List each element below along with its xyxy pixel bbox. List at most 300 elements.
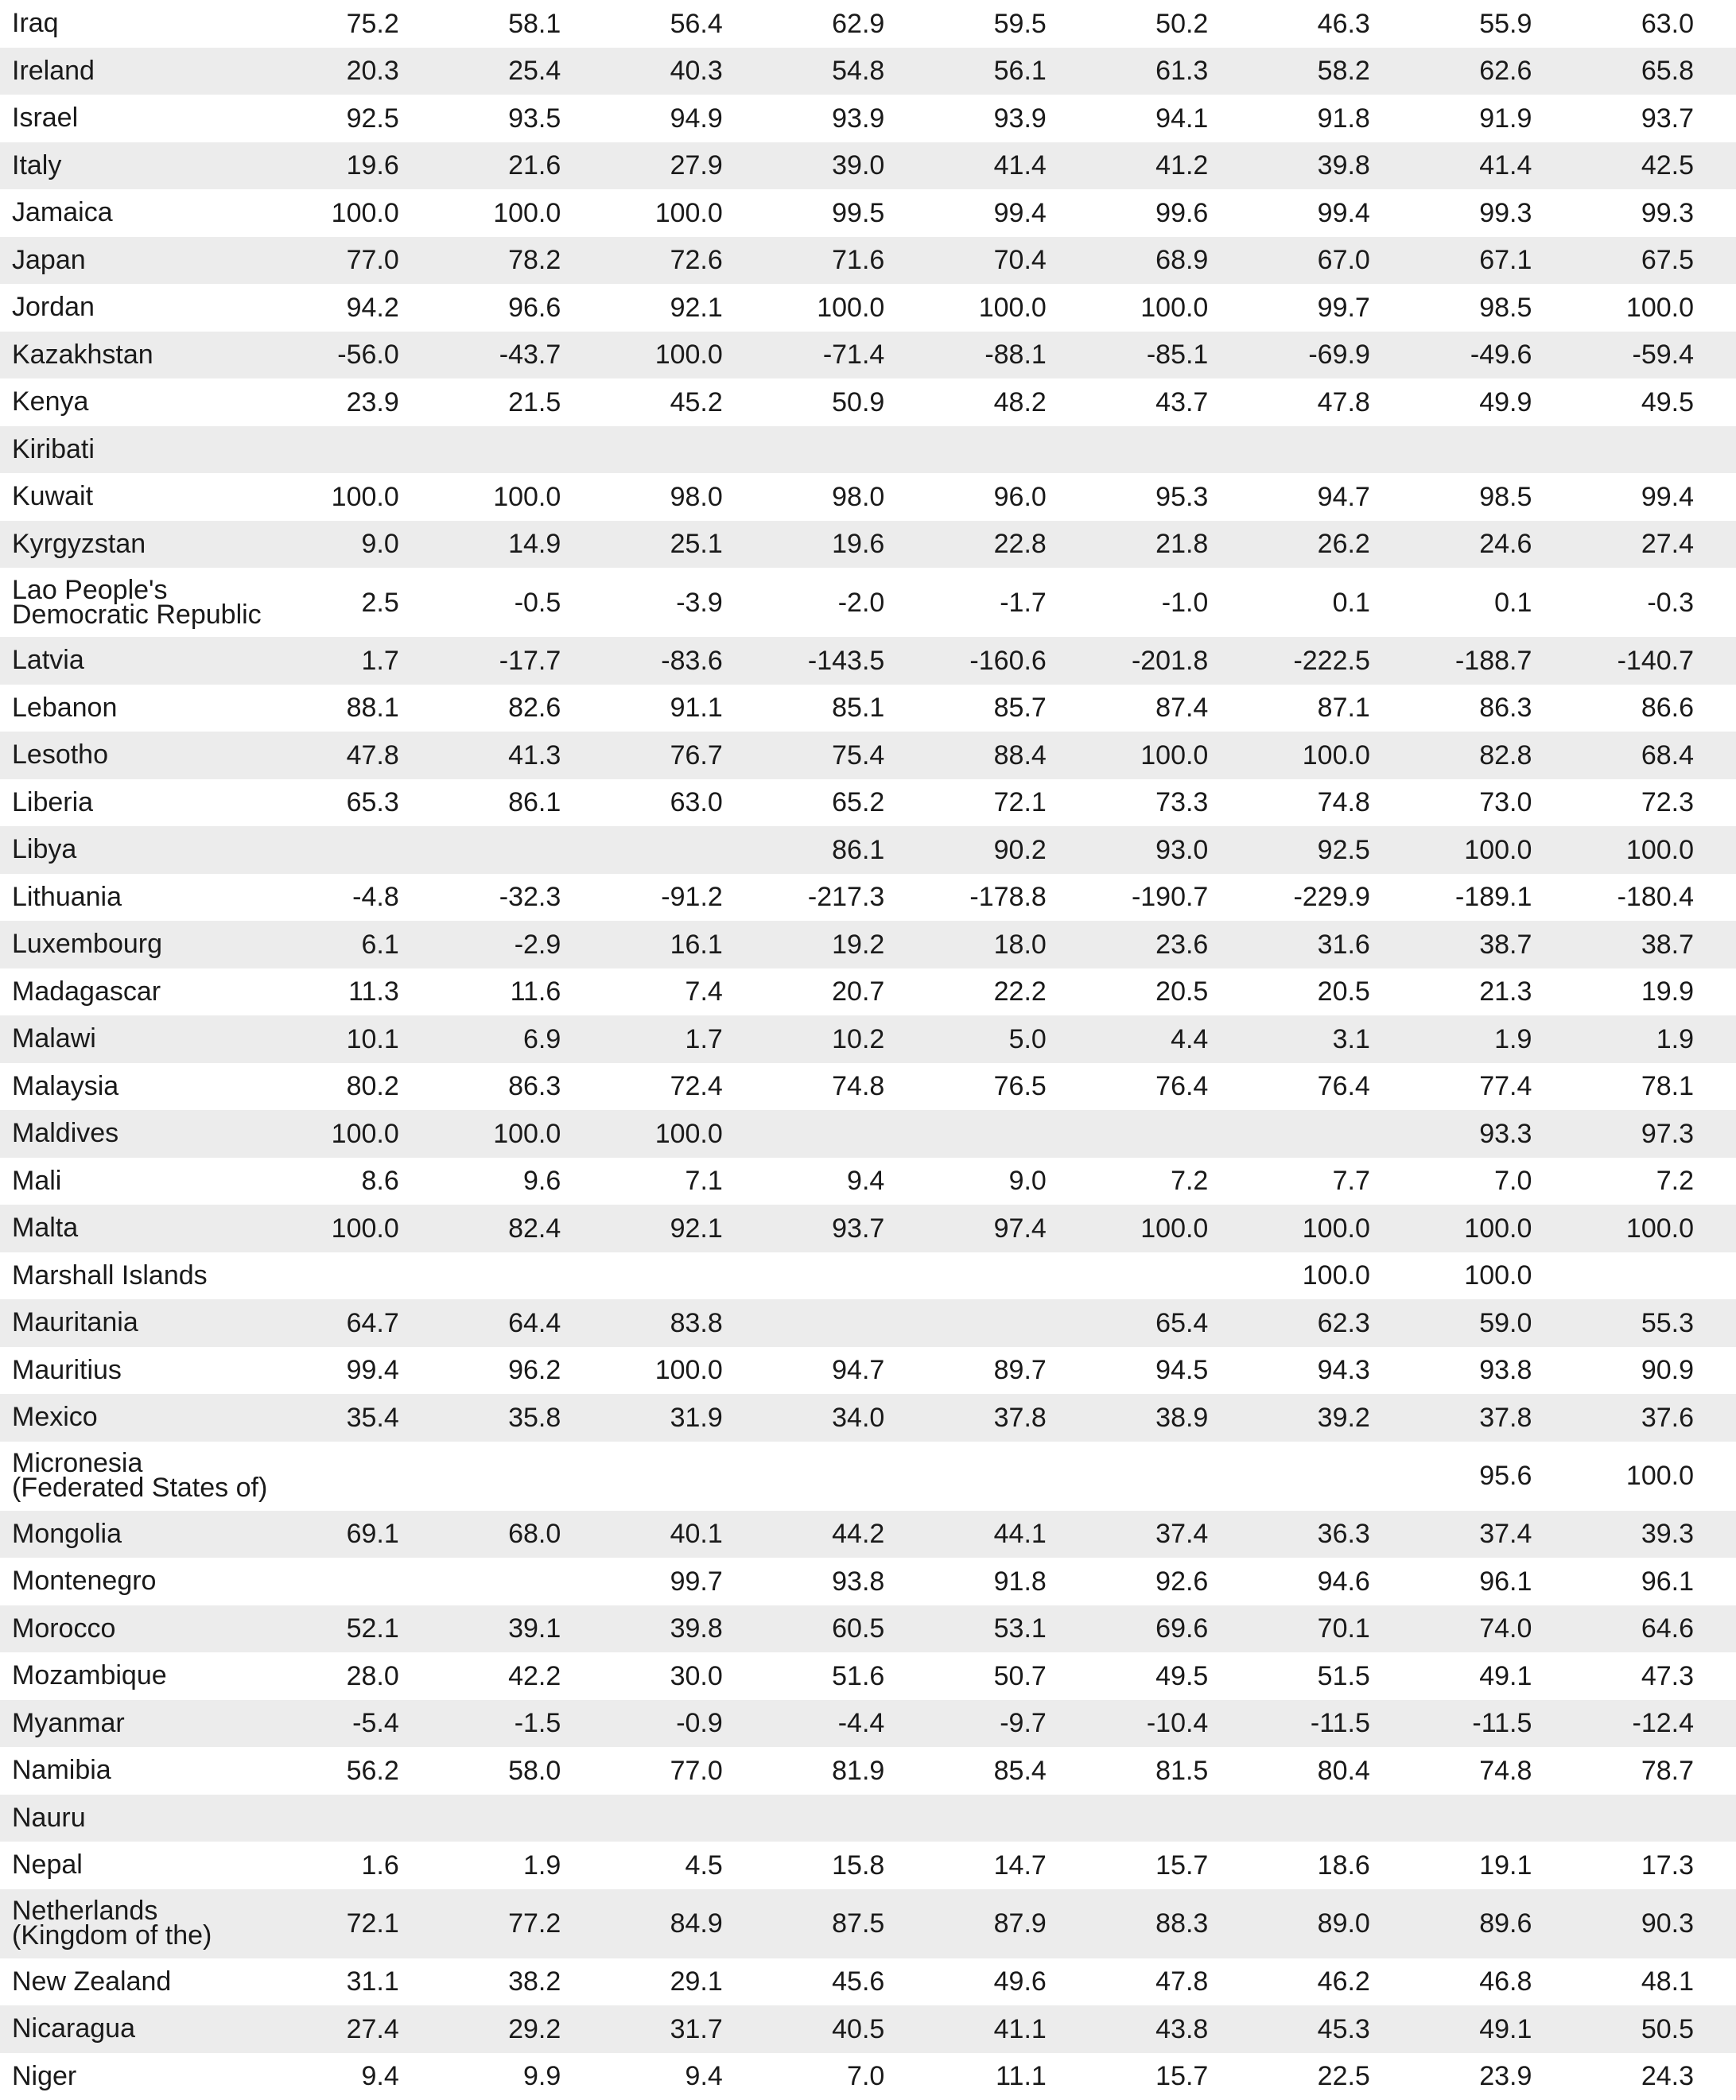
value-cell xyxy=(765,1252,927,1300)
value-cell: 94.6 xyxy=(1250,1558,1412,1605)
value-cell: 29.1 xyxy=(603,1958,765,2006)
value-cell: 18.6 xyxy=(1250,1842,1412,1889)
value-cell: 99.3 xyxy=(1574,189,1736,237)
value-cell: -10.4 xyxy=(1089,1700,1251,1748)
value-cell: 93.3 xyxy=(1412,1110,1575,1158)
value-cell: 99.4 xyxy=(926,189,1089,237)
value-cell: 85.1 xyxy=(765,685,927,732)
value-cell: 74.8 xyxy=(1412,1747,1575,1795)
value-cell xyxy=(279,1558,441,1605)
value-cell xyxy=(603,1442,765,1511)
value-cell xyxy=(1250,1795,1412,1842)
value-cell: -229.9 xyxy=(1250,874,1412,922)
value-cell xyxy=(441,1795,604,1842)
country-name: Micronesia (Federated States of) xyxy=(0,1442,279,1511)
country-name: Marshall Islands xyxy=(0,1252,279,1300)
table-row xyxy=(0,2005,1736,2053)
value-cell: 9.4 xyxy=(765,1158,927,1205)
value-cell: 58.0 xyxy=(441,1747,604,1795)
value-cell: -1.0 xyxy=(1089,568,1251,637)
table-row xyxy=(0,378,1736,426)
country-name: Kazakhstan xyxy=(0,332,279,379)
value-cell: 20.5 xyxy=(1250,968,1412,1016)
value-cell: 20.3 xyxy=(279,48,441,95)
value-cell: 99.4 xyxy=(1250,189,1412,237)
value-cell: 96.6 xyxy=(441,284,604,332)
value-cell: 75.2 xyxy=(279,0,441,48)
value-cell: 23.9 xyxy=(279,378,441,426)
value-cell: 98.0 xyxy=(765,473,927,521)
value-cell: 71.6 xyxy=(765,237,927,285)
value-cell: 1.7 xyxy=(603,1015,765,1063)
value-cell: 89.0 xyxy=(1250,1889,1412,1958)
value-cell: 38.7 xyxy=(1574,921,1736,968)
country-name: Libya xyxy=(0,826,279,874)
value-cell: -190.7 xyxy=(1089,874,1251,922)
country-name: Jordan xyxy=(0,284,279,332)
country-name: Mauritania xyxy=(0,1299,279,1347)
value-cell xyxy=(279,426,441,474)
country-name: Japan xyxy=(0,237,279,285)
value-cell: -32.3 xyxy=(441,874,604,922)
value-cell: 40.1 xyxy=(603,1511,765,1559)
value-cell: 27.9 xyxy=(603,142,765,190)
country-name: Maldives xyxy=(0,1110,279,1158)
value-cell: 62.9 xyxy=(765,0,927,48)
value-cell xyxy=(926,1299,1089,1347)
value-cell: -2.9 xyxy=(441,921,604,968)
value-cell: 38.7 xyxy=(1412,921,1575,968)
value-cell: 68.9 xyxy=(1089,237,1251,285)
value-cell: 54.8 xyxy=(765,48,927,95)
value-cell: 77.2 xyxy=(441,1889,604,1958)
value-cell: 48.1 xyxy=(1574,1958,1736,2006)
value-cell: 42.5 xyxy=(1574,142,1736,190)
value-cell: 37.8 xyxy=(1412,1394,1575,1442)
value-cell: 50.2 xyxy=(1089,0,1251,48)
value-cell: 100.0 xyxy=(279,1110,441,1158)
value-cell xyxy=(441,1442,604,1511)
country-name: Lebanon xyxy=(0,685,279,732)
value-cell: 88.4 xyxy=(926,732,1089,779)
value-cell: 74.8 xyxy=(1250,779,1412,827)
value-cell: 21.3 xyxy=(1412,968,1575,1016)
table-row xyxy=(0,1205,1736,1252)
value-cell: 93.8 xyxy=(1412,1347,1575,1395)
value-cell: 77.0 xyxy=(603,1747,765,1795)
value-cell xyxy=(279,1252,441,1300)
value-cell: 7.2 xyxy=(1574,1158,1736,1205)
value-cell xyxy=(765,1299,927,1347)
value-cell: 55.3 xyxy=(1574,1299,1736,1347)
table-row xyxy=(0,1347,1736,1395)
value-cell: 93.7 xyxy=(765,1205,927,1252)
value-cell: -83.6 xyxy=(603,637,765,685)
table-row xyxy=(0,921,1736,968)
value-cell: 19.6 xyxy=(765,521,927,569)
value-cell: 56.2 xyxy=(279,1747,441,1795)
value-cell: 100.0 xyxy=(279,189,441,237)
value-cell: 49.1 xyxy=(1412,1652,1575,1700)
value-cell: 72.6 xyxy=(603,237,765,285)
value-cell: 87.5 xyxy=(765,1889,927,1958)
value-cell: 9.9 xyxy=(441,2053,604,2100)
value-cell: 94.7 xyxy=(1250,473,1412,521)
value-cell: -85.1 xyxy=(1089,332,1251,379)
value-cell: -9.7 xyxy=(926,1700,1089,1748)
value-cell: 9.0 xyxy=(926,1158,1089,1205)
value-cell: 60.5 xyxy=(765,1605,927,1653)
table-row xyxy=(0,1063,1736,1111)
table-row xyxy=(0,1558,1736,1605)
value-cell: 14.7 xyxy=(926,1842,1089,1889)
value-cell: 27.4 xyxy=(279,2005,441,2053)
value-cell: 87.9 xyxy=(926,1889,1089,1958)
value-cell: 62.3 xyxy=(1250,1299,1412,1347)
value-cell: 93.8 xyxy=(765,1558,927,1605)
value-cell: 49.1 xyxy=(1412,2005,1575,2053)
value-cell: 72.1 xyxy=(926,779,1089,827)
value-cell: -59.4 xyxy=(1574,332,1736,379)
value-cell: 100.0 xyxy=(765,284,927,332)
value-cell: 99.4 xyxy=(279,1347,441,1395)
value-cell: 2.5 xyxy=(279,568,441,637)
value-cell: -2.0 xyxy=(765,568,927,637)
value-cell: 89.7 xyxy=(926,1347,1089,1395)
value-cell: 35.8 xyxy=(441,1394,604,1442)
value-cell: 37.8 xyxy=(926,1394,1089,1442)
value-cell: 100.0 xyxy=(1412,1205,1575,1252)
value-cell: -11.5 xyxy=(1412,1700,1575,1748)
value-cell: 39.8 xyxy=(603,1605,765,1653)
value-cell: 10.1 xyxy=(279,1015,441,1063)
value-cell: 1.6 xyxy=(279,1842,441,1889)
value-cell: 85.4 xyxy=(926,1747,1089,1795)
value-cell: 31.7 xyxy=(603,2005,765,2053)
value-cell: 50.7 xyxy=(926,1652,1089,1700)
value-cell: 94.1 xyxy=(1089,95,1251,142)
value-cell: 0.1 xyxy=(1250,568,1412,637)
table-row xyxy=(0,1842,1736,1889)
value-cell xyxy=(1089,426,1251,474)
value-cell xyxy=(441,1558,604,1605)
value-cell: 62.6 xyxy=(1412,48,1575,95)
value-cell: 76.4 xyxy=(1250,1063,1412,1111)
value-cell: 100.0 xyxy=(1089,732,1251,779)
country-name: Mali xyxy=(0,1158,279,1205)
value-cell: 3.1 xyxy=(1250,1015,1412,1063)
value-cell: 7.1 xyxy=(603,1158,765,1205)
value-cell: 90.9 xyxy=(1574,1347,1736,1395)
table-row xyxy=(0,521,1736,569)
value-cell xyxy=(765,1795,927,1842)
country-name: Ireland xyxy=(0,48,279,95)
value-cell: 24.6 xyxy=(1412,521,1575,569)
value-cell: 10.2 xyxy=(765,1015,927,1063)
value-cell xyxy=(926,426,1089,474)
value-cell: 37.4 xyxy=(1089,1511,1251,1559)
value-cell: 69.1 xyxy=(279,1511,441,1559)
value-cell: 96.1 xyxy=(1412,1558,1575,1605)
value-cell: 6.1 xyxy=(279,921,441,968)
value-cell xyxy=(926,1442,1089,1511)
table-row xyxy=(0,1747,1736,1795)
value-cell: 19.2 xyxy=(765,921,927,968)
value-cell: 41.4 xyxy=(1412,142,1575,190)
value-cell: 7.7 xyxy=(1250,1158,1412,1205)
value-cell: 94.2 xyxy=(279,284,441,332)
value-cell: 21.8 xyxy=(1089,521,1251,569)
value-cell: 1.7 xyxy=(279,637,441,685)
value-cell: 26.2 xyxy=(1250,521,1412,569)
value-cell: 73.0 xyxy=(1412,779,1575,827)
value-cell: 88.3 xyxy=(1089,1889,1251,1958)
country-name: Mexico xyxy=(0,1394,279,1442)
value-cell: 30.0 xyxy=(603,1652,765,1700)
table-row xyxy=(0,1700,1736,1748)
value-cell: 68.0 xyxy=(441,1511,604,1559)
value-cell: -201.8 xyxy=(1089,637,1251,685)
value-cell: 59.5 xyxy=(926,0,1089,48)
value-cell: -17.7 xyxy=(441,637,604,685)
value-cell: 99.7 xyxy=(1250,284,1412,332)
value-cell: 89.6 xyxy=(1412,1889,1575,1958)
value-cell: 90.2 xyxy=(926,826,1089,874)
value-cell: 75.4 xyxy=(765,732,927,779)
value-cell xyxy=(1250,1442,1412,1511)
value-cell: 53.1 xyxy=(926,1605,1089,1653)
value-cell: 97.4 xyxy=(926,1205,1089,1252)
country-name: Nicaragua xyxy=(0,2005,279,2053)
value-cell: 61.3 xyxy=(1089,48,1251,95)
value-cell: -5.4 xyxy=(279,1700,441,1748)
value-cell xyxy=(1574,426,1736,474)
value-cell: 78.1 xyxy=(1574,1063,1736,1111)
value-cell: 72.3 xyxy=(1574,779,1736,827)
country-name: Mozambique xyxy=(0,1652,279,1700)
value-cell: 22.8 xyxy=(926,521,1089,569)
value-cell: 76.4 xyxy=(1089,1063,1251,1111)
value-cell: 86.1 xyxy=(441,779,604,827)
table-row xyxy=(0,968,1736,1016)
value-cell xyxy=(765,426,927,474)
value-cell: 93.0 xyxy=(1089,826,1251,874)
value-cell: 37.4 xyxy=(1412,1511,1575,1559)
country-name: Lithuania xyxy=(0,874,279,922)
value-cell: 15.8 xyxy=(765,1842,927,1889)
value-cell: 100.0 xyxy=(603,1347,765,1395)
value-cell: 100.0 xyxy=(441,1110,604,1158)
table-row xyxy=(0,826,1736,874)
value-cell: 91.1 xyxy=(603,685,765,732)
value-cell: 15.7 xyxy=(1089,2053,1251,2100)
table-row xyxy=(0,1299,1736,1347)
value-cell: 46.2 xyxy=(1250,1958,1412,2006)
value-cell: 46.8 xyxy=(1412,1958,1575,2006)
value-cell: 14.9 xyxy=(441,521,604,569)
table-row xyxy=(0,1110,1736,1158)
value-cell: -88.1 xyxy=(926,332,1089,379)
value-cell: 86.3 xyxy=(441,1063,604,1111)
table-row xyxy=(0,0,1736,48)
value-cell: 96.1 xyxy=(1574,1558,1736,1605)
value-cell: 49.5 xyxy=(1089,1652,1251,1700)
value-cell: 29.2 xyxy=(441,2005,604,2053)
table-row xyxy=(0,142,1736,190)
value-cell xyxy=(603,1795,765,1842)
value-cell: 31.6 xyxy=(1250,921,1412,968)
value-cell: 39.1 xyxy=(441,1605,604,1653)
value-cell: 72.1 xyxy=(279,1889,441,1958)
value-cell: 64.7 xyxy=(279,1299,441,1347)
value-cell: 40.3 xyxy=(603,48,765,95)
country-name: Kyrgyzstan xyxy=(0,521,279,569)
value-cell: 93.7 xyxy=(1574,95,1736,142)
value-cell: 19.9 xyxy=(1574,968,1736,1016)
value-cell: 77.4 xyxy=(1412,1063,1575,1111)
value-cell: 80.4 xyxy=(1250,1747,1412,1795)
value-cell xyxy=(1574,1795,1736,1842)
value-cell: 23.6 xyxy=(1089,921,1251,968)
value-cell: 35.4 xyxy=(279,1394,441,1442)
value-cell: -56.0 xyxy=(279,332,441,379)
value-cell: 92.5 xyxy=(279,95,441,142)
value-cell xyxy=(441,1252,604,1300)
country-name: Malawi xyxy=(0,1015,279,1063)
value-cell: 85.7 xyxy=(926,685,1089,732)
value-cell: 100.0 xyxy=(441,189,604,237)
value-cell xyxy=(926,1252,1089,1300)
value-cell: 93.5 xyxy=(441,95,604,142)
value-cell: 34.0 xyxy=(765,1394,927,1442)
table-row xyxy=(0,332,1736,379)
value-cell: 4.4 xyxy=(1089,1015,1251,1063)
value-cell: 68.4 xyxy=(1574,732,1736,779)
table-row xyxy=(0,1442,1736,1511)
country-name: Kiribati xyxy=(0,426,279,474)
value-cell: 9.4 xyxy=(279,2053,441,2100)
value-cell: 100.0 xyxy=(441,473,604,521)
value-cell: -91.2 xyxy=(603,874,765,922)
value-cell: 36.3 xyxy=(1250,1511,1412,1559)
value-cell: -0.5 xyxy=(441,568,604,637)
value-cell: 39.0 xyxy=(765,142,927,190)
value-cell: 65.4 xyxy=(1089,1299,1251,1347)
value-cell: 94.3 xyxy=(1250,1347,1412,1395)
value-cell: 1.9 xyxy=(441,1842,604,1889)
value-cell: 97.3 xyxy=(1574,1110,1736,1158)
value-cell: 95.3 xyxy=(1089,473,1251,521)
value-cell: 50.5 xyxy=(1574,2005,1736,2053)
value-cell xyxy=(441,826,604,874)
value-cell: 100.0 xyxy=(279,473,441,521)
value-cell: 74.0 xyxy=(1412,1605,1575,1653)
value-cell xyxy=(926,1795,1089,1842)
value-cell: 100.0 xyxy=(1412,826,1575,874)
value-cell: 7.0 xyxy=(1412,1158,1575,1205)
value-cell: 87.4 xyxy=(1089,685,1251,732)
country-name: Nauru xyxy=(0,1795,279,1842)
value-cell: 45.3 xyxy=(1250,2005,1412,2053)
value-cell: 91.8 xyxy=(1250,95,1412,142)
country-name: Kuwait xyxy=(0,473,279,521)
value-cell: 18.0 xyxy=(926,921,1089,968)
value-cell: 37.6 xyxy=(1574,1394,1736,1442)
country-name: Namibia xyxy=(0,1747,279,1795)
country-name: Mongolia xyxy=(0,1511,279,1559)
table-row xyxy=(0,1958,1736,2006)
value-cell: 47.8 xyxy=(1089,1958,1251,2006)
value-cell: 63.0 xyxy=(603,779,765,827)
value-cell: -180.4 xyxy=(1574,874,1736,922)
country-name: Myanmar xyxy=(0,1700,279,1748)
value-cell: 100.0 xyxy=(603,1110,765,1158)
value-cell: 42.2 xyxy=(441,1652,604,1700)
value-cell: 47.3 xyxy=(1574,1652,1736,1700)
country-name: Morocco xyxy=(0,1605,279,1653)
value-cell xyxy=(1250,426,1412,474)
value-cell: 7.0 xyxy=(765,2053,927,2100)
value-cell: 45.6 xyxy=(765,1958,927,2006)
value-cell: 95.6 xyxy=(1412,1442,1575,1511)
value-cell: 84.9 xyxy=(603,1889,765,1958)
value-cell: 43.7 xyxy=(1089,378,1251,426)
value-cell xyxy=(279,1795,441,1842)
value-cell: 9.6 xyxy=(441,1158,604,1205)
value-cell: 58.1 xyxy=(441,0,604,48)
value-cell: 9.4 xyxy=(603,2053,765,2100)
value-cell: 98.5 xyxy=(1412,473,1575,521)
value-cell: 65.8 xyxy=(1574,48,1736,95)
value-cell: 81.5 xyxy=(1089,1747,1251,1795)
value-cell xyxy=(1089,1252,1251,1300)
value-cell: -1.7 xyxy=(926,568,1089,637)
value-cell: 59.0 xyxy=(1412,1299,1575,1347)
value-cell: 92.1 xyxy=(603,284,765,332)
table-row xyxy=(0,637,1736,685)
table-row xyxy=(0,284,1736,332)
value-cell: 72.4 xyxy=(603,1063,765,1111)
value-cell: 21.6 xyxy=(441,142,604,190)
value-cell xyxy=(765,1442,927,1511)
value-cell: 1.9 xyxy=(1574,1015,1736,1063)
value-cell: 47.8 xyxy=(279,732,441,779)
value-cell: -4.4 xyxy=(765,1700,927,1748)
country-name: Lao People's Democratic Republic xyxy=(0,568,279,637)
value-cell: 11.1 xyxy=(926,2053,1089,2100)
value-cell: 100.0 xyxy=(1250,732,1412,779)
value-cell xyxy=(603,1252,765,1300)
country-name: Lesotho xyxy=(0,732,279,779)
value-cell: 88.1 xyxy=(279,685,441,732)
value-cell: 39.3 xyxy=(1574,1511,1736,1559)
table-row xyxy=(0,732,1736,779)
value-cell: -49.6 xyxy=(1412,332,1575,379)
table-row xyxy=(0,1795,1736,1842)
value-cell: 64.4 xyxy=(441,1299,604,1347)
value-cell: 86.6 xyxy=(1574,685,1736,732)
value-cell: 21.5 xyxy=(441,378,604,426)
value-cell: 49.5 xyxy=(1574,378,1736,426)
value-cell: 87.1 xyxy=(1250,685,1412,732)
value-cell: 64.6 xyxy=(1574,1605,1736,1653)
value-cell: 69.6 xyxy=(1089,1605,1251,1653)
table-row xyxy=(0,48,1736,95)
value-cell: 28.0 xyxy=(279,1652,441,1700)
value-cell: 82.8 xyxy=(1412,732,1575,779)
value-cell xyxy=(1412,1795,1575,1842)
value-cell: 96.2 xyxy=(441,1347,604,1395)
